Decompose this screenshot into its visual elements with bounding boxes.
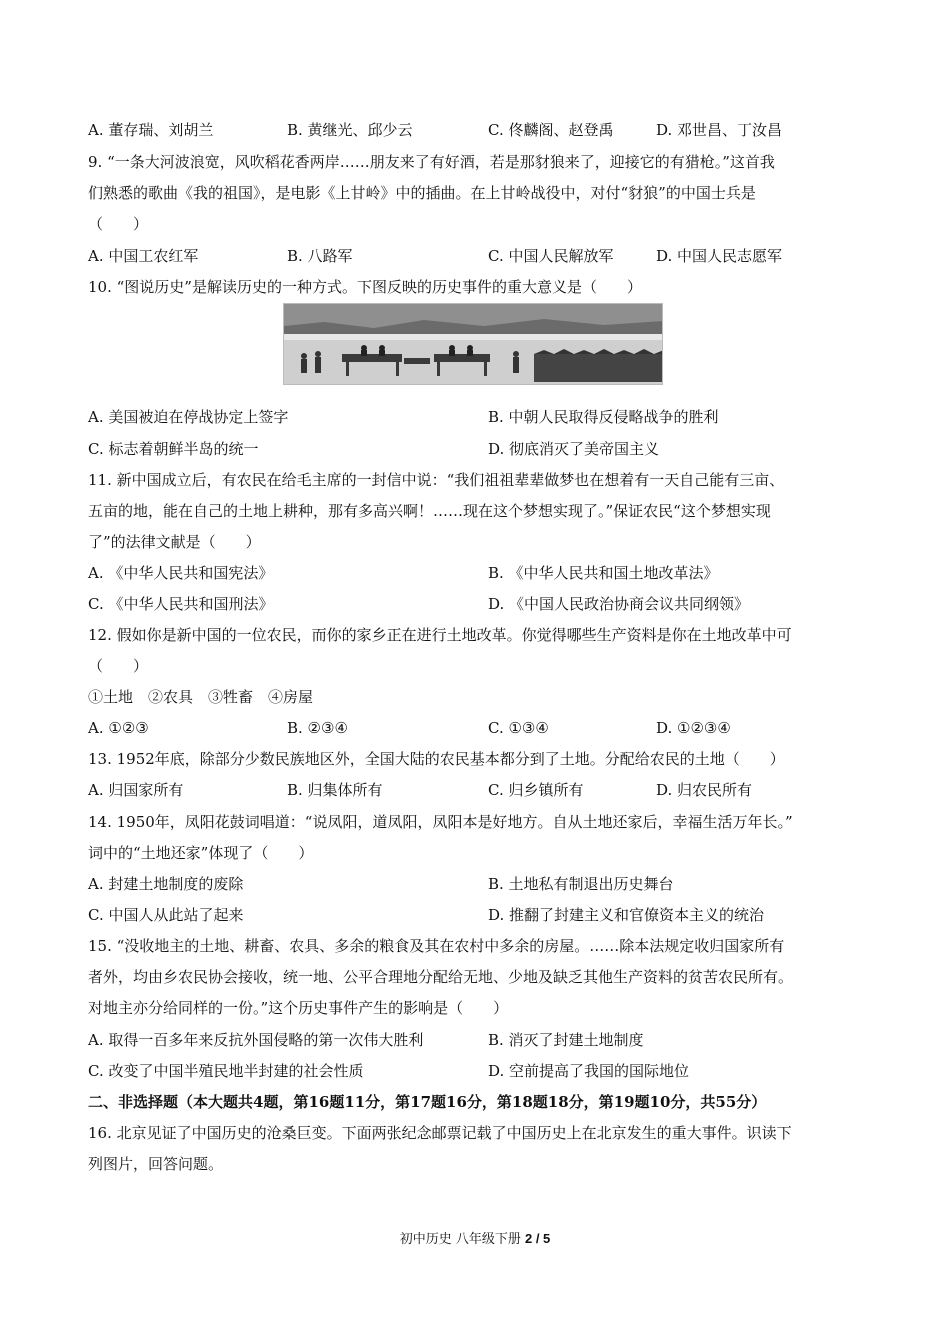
q9-stem-line1: 9. “一条大河波浪宽，风吹稻花香两岸……朋友来了有好酒，若是那豺狼来了，迎接它的有猎枪。”这首我 <box>88 153 775 171</box>
photo-illustration <box>284 304 663 385</box>
q15-option-a: A. 取得一百多年来反抗外国侵略的第一次伟大胜利 <box>88 1031 424 1049</box>
q9-option-c: C. 中国人民解放军 <box>488 247 614 265</box>
q13-option-a: A. 归国家所有 <box>88 781 184 799</box>
q12-option-b: B. ②③④ <box>287 719 348 737</box>
section-two-heading: 二、非选择题（本大题共4题，第16题11分，第17题16分，第18题18分，第19题10分，共55分） <box>88 1093 767 1111</box>
q11-option-c: C. 《中华人民共和国刑法》 <box>88 595 274 613</box>
q16-stem-line1: 16. 北京见证了中国历史的沧桑巨变。下面两张纪念邮票记载了中国历史上在北京发生的重大事件。识读下 <box>88 1124 792 1142</box>
q14-option-d: D. 推翻了封建主义和官僚资本主义的统治 <box>488 906 765 924</box>
q9-stem-line3: （ ） <box>88 215 149 233</box>
q14-stem-line2: 词中的“土地还家”体现了（ ） <box>88 844 314 862</box>
q11-option-d: D. 《中国人民政治协商会议共同纲领》 <box>488 595 750 613</box>
q12-stem-line2: （ ） <box>88 657 149 675</box>
q14-stem-line1: 14. 1950年，凤阳花鼓词唱道：“说凤阳，道凤阳，凤阳本是好地方。自从土地还家后，幸福生活万年长。” <box>88 813 793 831</box>
q12-option-a: A. ①②③ <box>88 719 149 737</box>
q8-option-b: B. 黄继光、邱少云 <box>287 121 413 139</box>
armistice-signing-photo <box>283 303 663 385</box>
q11-option-a: A. 《中华人民共和国宪法》 <box>88 564 274 582</box>
q10-option-a: A. 美国被迫在停战协定上签字 <box>88 408 289 426</box>
q15-stem-line3: 对地主亦分给同样的一份。”这个历史事件产生的影响是（ ） <box>88 999 509 1017</box>
q11-option-b: B. 《中华人民共和国土地改革法》 <box>488 564 719 582</box>
q14-option-c: C. 中国人从此站了起来 <box>88 906 244 924</box>
q10-stem-line1: 10. “图说历史”是解读历史的一种方式。下图反映的历史事件的重大意义是（ ） <box>88 278 642 296</box>
q13-option-d: D. 归农民所有 <box>656 781 753 799</box>
page-number: 2 / 5 <box>524 1231 551 1246</box>
q10-option-d: D. 彻底消灭了美帝国主义 <box>488 440 660 458</box>
q15-option-d: D. 空前提高了我国的国际地位 <box>488 1062 690 1080</box>
q15-stem-line1: 15. “没收地主的土地、耕畜、农具、多余的粮食及其在农村中多余的房屋。……除本法规定收归国家所有 <box>88 937 785 955</box>
q14-option-b: B. 土地私有制退出历史舞台 <box>488 875 674 893</box>
q8-option-c: C. 佟麟阁、赵登禹 <box>488 121 614 139</box>
q9-option-a: A. 中国工农红军 <box>88 247 199 265</box>
page-footer <box>0 1230 950 1249</box>
q11-stem-line1: 11. 新中国成立后，有农民在给毛主席的一封信中说：“我们祖祖辈辈做梦也在想着有一天自己能有三亩、 <box>88 471 785 489</box>
q12-option-c: C. ①③④ <box>488 719 549 737</box>
q13-stem-line1: 13. 1952年底，除部分少数民族地区外，全国大陆的农民基本都分到了土地。分配给农民的土地（ ） <box>88 750 785 768</box>
q10-option-b: B. 中朝人民取得反侵略战争的胜利 <box>488 408 719 426</box>
q11-stem-line3: 了”的法律文献是（ ） <box>88 533 261 551</box>
q13-option-c: C. 归乡镇所有 <box>488 781 584 799</box>
footer-label: 初中历史 八年级下册 <box>399 1232 525 1247</box>
q15-stem-line2: 者外，均由乡农民协会接收，统一地、公平合理地分配给无地、少地及缺乏其他生产资料的贫苦农民所有。 <box>88 968 794 986</box>
q12-option-d: D. ①②③④ <box>656 719 731 737</box>
q15-option-b: B. 消灭了封建土地制度 <box>488 1031 644 1049</box>
q12-stem-line1: 12. 假如你是新中国的一位农民，而你的家乡正在进行土地改革。你觉得哪些生产资料是你在土地改革中可 <box>88 626 792 644</box>
q9-stem-line2: 们熟悉的歌曲《我的祖国》，是电影《上甘岭》中的插曲。在上甘岭战役中，对付“豺狼”的中国士兵是 <box>88 184 756 202</box>
q9-option-b: B. 八路军 <box>287 247 353 265</box>
q10-option-c: C. 标志着朝鲜半岛的统一 <box>88 440 259 458</box>
q8-option-d: D. 邓世昌、丁汝昌 <box>656 121 783 139</box>
q12-items: ①土地 ②农具 ③牲畜 ④房屋 <box>88 688 314 706</box>
q13-option-b: B. 归集体所有 <box>287 781 383 799</box>
q8-option-a: A. 董存瑞、刘胡兰 <box>88 121 214 139</box>
q15-option-c: C. 改变了中国半殖民地半封建的社会性质 <box>88 1062 364 1080</box>
q9-option-d: D. 中国人民志愿军 <box>656 247 783 265</box>
q14-option-a: A. 封建土地制度的废除 <box>88 875 244 893</box>
q16-stem-line2: 列图片，回答问题。 <box>88 1155 224 1173</box>
q11-stem-line2: 五亩的地，能在自己的土地上耕种，那有多高兴啊！……现在这个梦想实现了。”保证农民“这个梦想实现 <box>88 502 771 520</box>
